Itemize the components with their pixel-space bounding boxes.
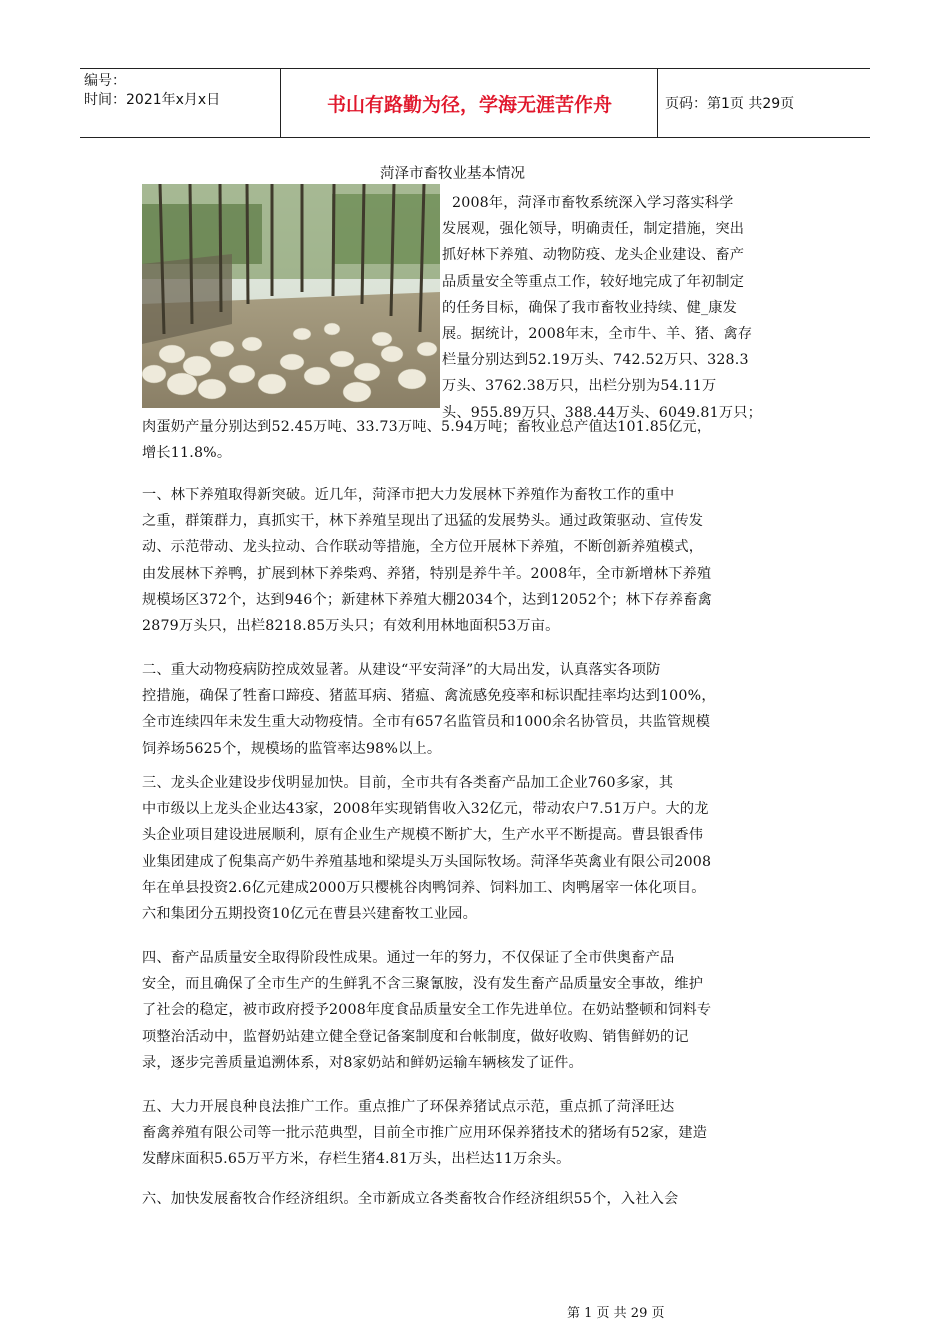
document-title: 菏泽市畜牧业基本情况 xyxy=(380,166,525,182)
text-line: 六、加快发展畜牧合作经济组织。全市新成立各类畜牧合作经济组织55个，入社入会 xyxy=(142,1191,679,1207)
text-line: 2879万头只，出栏8218.85万头只；有效利用林地面积53万亩。 xyxy=(142,618,560,634)
motto-cell xyxy=(282,69,658,137)
time-label: 时间：2021年x月x日 xyxy=(84,92,221,108)
text-line: 增长11.8%。 xyxy=(142,445,232,462)
text-line: 中市级以上龙头企业达43家，2008年实现销售收入32亿元，带动农户7.51万户。大的龙 xyxy=(142,801,709,818)
text-line: 畜禽养殖有限公司等一批示范典型，目前全市推广应用环保养猪技术的猪场有52家，建造 xyxy=(142,1125,708,1142)
document-header xyxy=(80,68,870,138)
text-line: 2008年，菏泽市畜牧系统深入学习落实科学 xyxy=(452,195,734,211)
text-line: 六和集团分五期投资10亿元在曹县兴建畜牧工业园。 xyxy=(142,906,477,922)
page-info: 页码：第1页 共29页 xyxy=(665,96,795,112)
header-info-cell xyxy=(80,69,281,137)
text-line: 了社会的稳定，被市政府授予2008年度食品质量安全工作先进单位。在奶站整顿和饲料专 xyxy=(142,1002,712,1019)
text-line: 控措施，确保了牲畜口蹄疫、猪蓝耳病、猪瘟、禽流感免疫率和标识配挂率均达到100%， xyxy=(142,688,716,705)
number-label: 编号： xyxy=(84,73,126,89)
text-line: 肉蛋奶产量分别达到52.45万吨、33.73万吨、5.94万吨；畜牧业总产值达101.85亿元， xyxy=(142,419,712,435)
text-line: 抓好林下养殖、动物防疫、龙头企业建设、畜产 xyxy=(442,247,745,264)
text-line: 展。据统计，2008年末，全市牛、羊、猪、禽存 xyxy=(442,326,753,342)
text-line: 一、林下养殖取得新突破。近几年，菏泽市把大力发展林下养殖作为畜牧工作的重中 xyxy=(142,487,675,503)
text-line: 五、大力开展良种良法推广工作。重点推广了环保养猪试点示范，重点抓了菏泽旺达 xyxy=(142,1099,675,1115)
text-line: 由发展林下养鸭，扩展到林下养柴鸡、养猪，特别是养牛羊。2008年，全市新增林下养殖 xyxy=(142,565,712,582)
text-line: 录，逐步完善质量追溯体系，对8家奶站和鲜奶运输车辆核发了证件。 xyxy=(142,1054,583,1071)
text-line: 的任务目标，确保了我市畜牧业持续、健_康发 xyxy=(442,299,738,316)
text-line: 四、畜产品质量安全取得阶段性成果。通过一年的努力，不仅保证了全市供奥畜产品 xyxy=(142,950,675,966)
text-line: 栏量分别达到52.19万头、742.52万只、328.3 xyxy=(442,352,749,369)
page-footer: 第 1 页 共 29 页 xyxy=(567,1306,665,1321)
text-line: 规模场区372个，达到946个；新建林下养殖大棚2034个，达到12052个；林下存养畜禽 xyxy=(142,591,713,608)
text-line: 业集团建成了倪集高产奶牛养殖基地和梁堤头万头国际牧场。菏泽华英禽业有限公司2008 xyxy=(142,853,712,870)
text-line: 二、重大动物疫病防控成效显著。从建设“平安菏泽”的大局出发，认真落实各项防 xyxy=(142,662,661,678)
text-line: 品质量安全等重点工作，较好地完成了年初制定 xyxy=(442,273,745,290)
text-line: 头企业项目建设进展顺利，原有企业生产规模不断扩大，生产水平不断提高。曹县银香伟 xyxy=(142,827,704,844)
motto: 书山有路勤为径，学海无涯苦作舟 xyxy=(326,93,612,116)
text-line: 之重，群策群力，真抓实干，林下养殖呈现出了迅猛的发展势头。通过政策驱动、宣传发 xyxy=(142,513,704,530)
text-line: 年在单县投资2.6亿元建成2000万只樱桃谷肉鸭饲养、饲料加工、肉鸭屠宰一体化项目。 xyxy=(142,879,706,896)
text-line: 饲养场5625个，规模场的监管率达98%以上。 xyxy=(142,740,442,757)
text-line: 安全，而且确保了全市生产的生鲜乳不含三聚氰胺，没有发生畜产品质量安全事故，维护 xyxy=(142,976,704,993)
ducks-in-forest-photo xyxy=(142,184,440,408)
text-line: 项整治活动中，监督奶站建立健全登记备案制度和台帐制度，做好收购、销售鲜奶的记 xyxy=(142,1028,689,1045)
text-line: 万头、3762.38万只，出栏分别为54.11万 xyxy=(442,378,717,395)
text-line: 三、龙头企业建设步伐明显加快。目前，全市共有各类畜产品加工企业760多家，其 xyxy=(142,775,674,791)
photo-illustration xyxy=(142,184,440,408)
text-line: 动、示范带动、龙头拉动、合作联动等措施，全方位开展林下养殖，不断创新养殖模式， xyxy=(142,539,704,556)
text-line: 全市连续四年未发生重大动物疫情。全市有657名监管员和1000余名协管员，共监管规模 xyxy=(142,714,711,731)
text-line: 发酵床面积5.65万平方米，存栏生猪4.81万头，出栏达11万余头。 xyxy=(142,1151,571,1168)
text-line: 头、955.89万只、388.44万头、6049.81万只； xyxy=(442,404,763,421)
text-line: 发展观，强化领导，明确责任，制定措施，突出 xyxy=(442,221,745,238)
